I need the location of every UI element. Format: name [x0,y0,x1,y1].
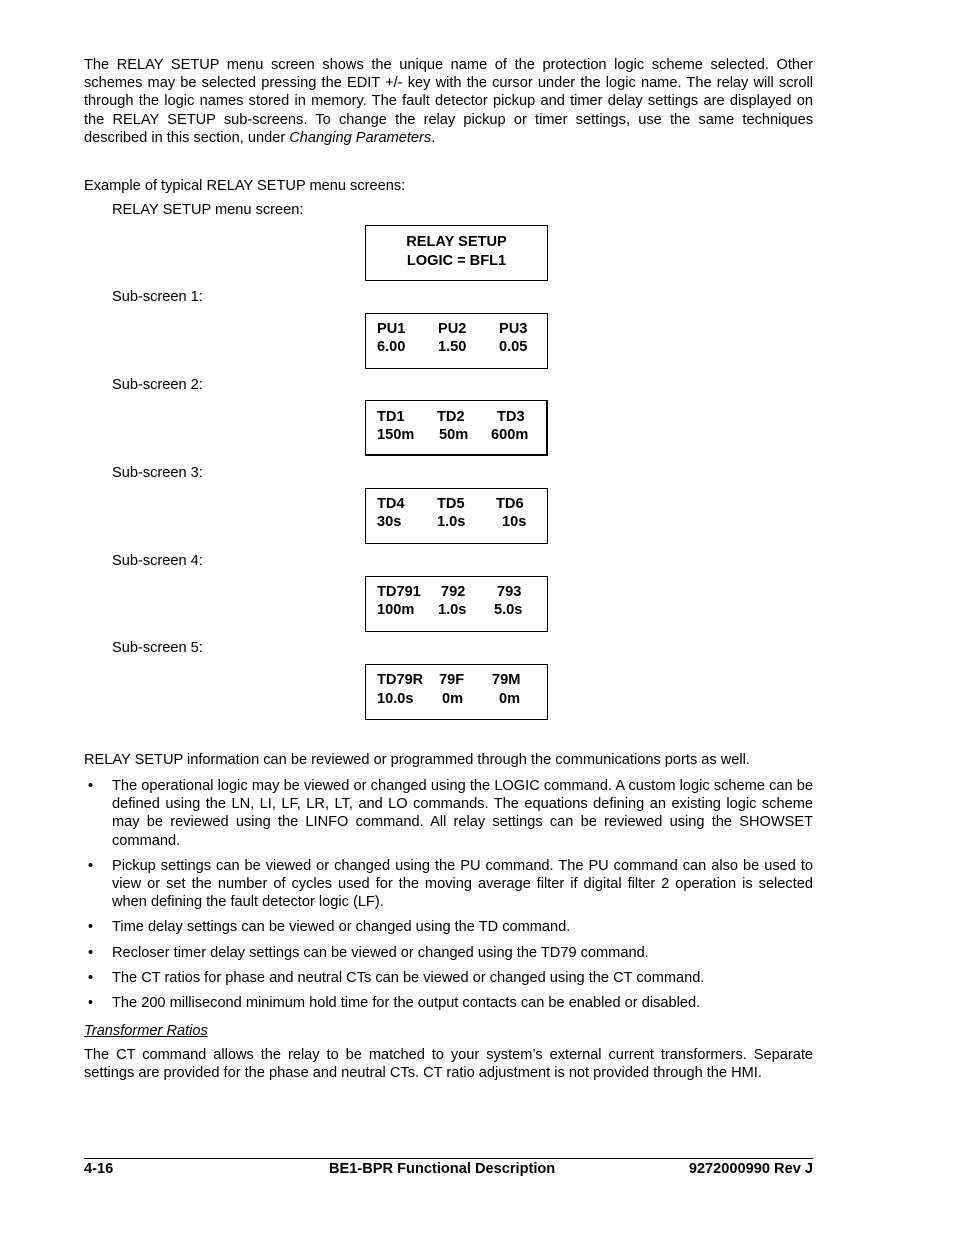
bullet-text: The 200 millisecond minimum hold time for the output contacts can be enabled or disabled. [112,995,701,1012]
subscreen-4-header-1: TD791 [377,584,421,600]
section-heading: Transformer Ratios [84,1023,208,1039]
subscreen-4 [365,576,548,632]
subscreen-5-header-1: TD79R [377,672,424,688]
subscreen-3-value-3: 10s [502,514,527,530]
list-item [84,918,813,936]
subscreen-5-header-3: 79M [492,672,521,688]
bullet-text: The CT ratios for phase and neutral CTs can be viewed or changed using the CT command. [112,969,705,986]
subscreen-1-value-1: 6.00 [377,339,406,355]
bullet-text: Recloser timer delay settings can be viewed or changed using the TD79 command. [112,944,649,961]
bullet-text: The operational logic may be viewed or changed using the LOGIC command. A custom logic scheme can be defined using the LN, LI, LF, LR, LT, and LO commands. The equations defining an existing logic scheme may be reviewed using the LINFO command. All relay settings can be reviewed using the SHOWSET command. [112,778,813,849]
subscreen-3 [365,488,548,544]
subscreen-2 [365,400,548,456]
subscreen-4-value-1: 100m [377,602,415,618]
subscreen-1-value-3: 0.05 [499,339,528,355]
subscreen-3-header-2: TD5 [437,496,465,512]
subscreen-label-3: Sub-screen 3: [112,465,203,481]
subscreen-4-value-3: 5.0s [494,602,523,618]
footer-rule [84,1158,813,1159]
subscreen-label-4: Sub-screen 4: [112,553,203,569]
subscreen-1-header-3: PU3 [499,321,528,337]
subscreen-3-value-2: 1.0s [437,514,466,530]
subscreen-5 [365,664,548,720]
bullet-icon: • [88,944,94,961]
bullet-icon: • [88,919,94,936]
footer-title: BE1-BPR Functional Description [329,1161,556,1177]
relay-setup-menu-screen [365,225,548,281]
list-item [84,994,813,1012]
intro-paragraph [84,56,813,147]
list-item [84,857,813,912]
subscreen-1-header-1: PU1 [377,321,406,337]
menu-screen-line2: LOGIC = BFL1 [406,252,507,269]
subscreen-label-2: Sub-screen 2: [112,377,203,393]
bullet-icon: • [88,778,94,794]
bullet-icon: • [88,995,94,1012]
list-item [84,944,813,962]
subscreen-3-header-3: TD6 [496,496,524,512]
subscreen-2-header-2: TD2 [437,409,465,425]
bullet-icon: • [88,969,94,986]
subscreen-4-header-2: 792 [441,584,466,600]
subscreen-2-value-1: 150m [377,427,415,443]
subscreen-3-value-1: 30s [377,514,402,530]
subscreen-2-header-3: TD3 [497,409,525,425]
example-heading: Example of typical RELAY SETUP menu screens: [84,178,406,194]
bullet-text: Time delay settings can be viewed or changed using the TD command. [112,919,571,936]
footer-doc-number: 9272000990 Rev J [688,1161,813,1177]
menu-screen-label: RELAY SETUP menu screen: [112,202,304,218]
bullet-icon: • [88,857,94,874]
comm-intro-paragraph: RELAY SETUP information can be reviewed or programmed through the communications ports as well. [84,752,750,768]
footer-page-number: 4-16 [84,1161,114,1177]
subscreen-1 [365,313,548,369]
subscreen-label-1: Sub-screen 1: [112,289,203,305]
subscreen-3-header-1: TD4 [377,496,405,512]
list-item [84,777,813,850]
subscreen-4-value-2: 1.0s [438,602,467,618]
subscreen-5-value-3: 0m [499,691,521,707]
subscreen-5-value-1: 10.0s [377,691,414,707]
subscreen-2-value-2: 50m [439,427,469,443]
subscreen-2-header-1: TD1 [377,409,405,425]
bullet-text: Pickup settings can be viewed or changed using the PU command. The PU command can also be used to view or set the number of cycles used for the moving average filter if digital filter 2 operation is selected when defining the fault detector logic (LF). [112,857,813,911]
command-bullet-list [84,777,813,1012]
subscreen-5-header-2: 79F [439,672,465,688]
intro-period: . [431,129,436,146]
section-body: The CT command allows the relay to be matched to your system’s external current transformers. Separate settings are provided for the phase and neutral CTs. CT ratio adjustment is not provided through the HMI. [84,1047,813,1082]
subscreen-1-header-2: PU2 [438,321,467,337]
intro-italic-ref: Changing Parameters [289,129,432,146]
intro-text: The RELAY SETUP menu screen shows the unique name of the protection logic scheme selected. Other schemes may be selected pressing the EDIT +/- key with the cursor under the logic name. The relay will scroll through the logic names stored in memory. The fault detector pickup and timer delay settings are displayed on the RELAY SETUP sub-screens. To change the relay pickup or timer settings, use the same techniques described in this section, under [84,57,813,146]
subscreen-1-value-2: 1.50 [438,339,467,355]
subscreen-2-value-3: 600m [491,427,529,443]
subscreen-label-5: Sub-screen 5: [112,640,203,656]
subscreen-4-header-3: 793 [497,584,522,600]
menu-screen-line1: RELAY SETUP [406,234,507,250]
subscreen-5-value-2: 0m [442,691,464,707]
list-item [84,969,813,987]
